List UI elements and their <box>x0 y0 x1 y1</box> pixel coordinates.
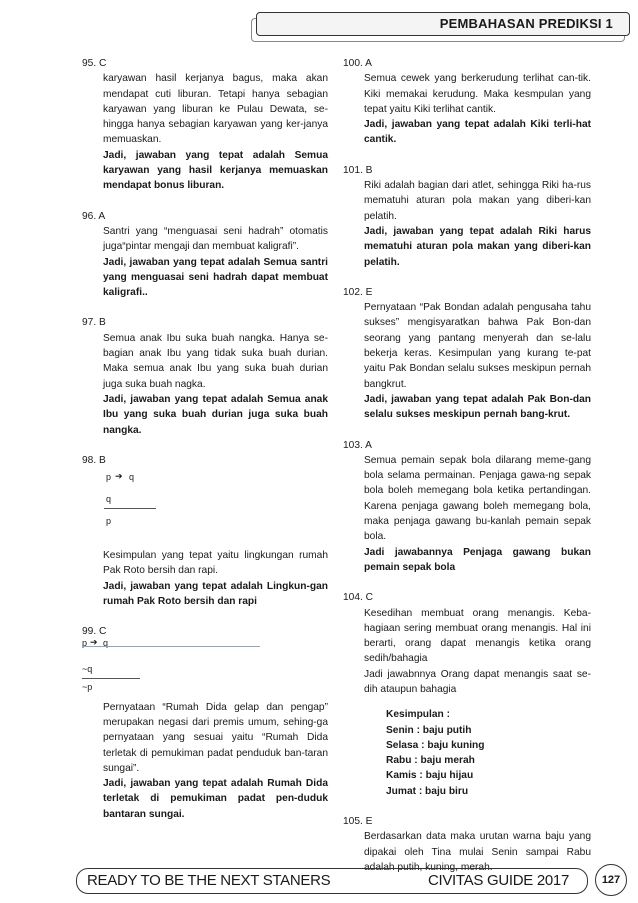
conclusion-item: Selasa : baju kuning <box>386 739 485 751</box>
question-104 <box>343 590 591 799</box>
question-97 <box>82 315 328 437</box>
conclusion-line <box>104 508 156 509</box>
premise-q: q <box>103 637 109 648</box>
answer-text: Jadi, jawaban yang tepat adalah Semua santri yang menguasai seni hadrah dapat membuat kaligrafi.. <box>103 256 328 299</box>
question-number: 97. B <box>82 317 106 329</box>
question-105 <box>343 814 591 875</box>
conclusion-line <box>82 678 140 679</box>
page-number: 127 <box>595 864 627 896</box>
syllogism-diagram <box>82 468 328 548</box>
question-number: 104. C <box>343 592 374 604</box>
question-96 <box>82 209 328 301</box>
question-number: 100. A <box>343 58 372 69</box>
question-text: Kesimpulan yang tepat yaitu lingkungan rumah Pak Roto bersih dan rapi. <box>103 550 328 577</box>
question-103 <box>343 438 591 576</box>
conclusion-item: Rabu : baju merah <box>386 755 475 767</box>
question-number: 102. E <box>343 286 373 298</box>
answer-text: Jadi, jawaban yang tepat adalah Lingkun-gan rumah Pak Roto bersih dan rapi <box>103 580 328 608</box>
question-text: Santri yang “menguasai seni hadrah” otomatis juga“pintar mengaji dan membuat kaligrafi”. <box>103 225 328 253</box>
question-text: Riki adalah bagian dari atlet, sehingga Riki ha-rus mematuhi aturan pola makan yang diberi-kan pelatih. <box>364 180 591 222</box>
premise-2: ~q <box>82 663 93 674</box>
right-column <box>343 56 591 890</box>
arrow-icon: ➔ <box>115 471 123 482</box>
question-text: Semua anak Ibu suka buah nangka. Hanya se-bagian anak Ibu yang tidak suka buah durian. Maka semua anak Ibu yang suka buah durian juga suka buah nagka. <box>103 332 328 390</box>
question-number: 96. A <box>82 210 106 222</box>
premise-2: q <box>106 494 112 505</box>
question-number: 95. C <box>82 58 107 69</box>
conclusion: ~p <box>82 681 93 692</box>
question-number: 99. C <box>82 626 107 638</box>
header-banner <box>256 12 630 36</box>
conclusion: p <box>106 516 112 527</box>
conclusion-item: Kamis : baju hijau <box>386 770 474 782</box>
conclusion-heading: Kesimpulan : <box>386 709 450 721</box>
premise-q: q <box>129 472 135 483</box>
conclusion-item: Jumat : baju biru <box>386 785 469 797</box>
answer-text: Jadi, jawaban yang tepat adalah Semua anak Ibu yang suka buah durian juga suka buah nangka. <box>103 393 328 436</box>
premise-p: p <box>106 472 112 483</box>
arrow-icon: ➔ <box>90 636 98 647</box>
question-101 <box>343 163 591 270</box>
question-text: karyawan hasil kerjanya bagus, maka akan mendapat cuti liburan. Tetapi hanya sebagian karyawan yang liburan ke Pulau Dewata, se-hingga hanya sebagian karyawan yang ker-janya memuaskan. <box>103 73 328 146</box>
header-title: PEMBAHASAN PREDIKSI 1 <box>439 16 613 31</box>
answer-text: Jadi, jawaban yang tepat adalah Semua karyawan yang hasil kerjanya memuaskan mendapat bonus liburan. <box>103 149 328 192</box>
answer-text: Jadi, jawaban yang tepat adalah Kiki terli-hat cantik. <box>364 119 591 146</box>
answer-text: Jadi, jawaban yang tepat adalah Rumah Dida terletak di pemukiman padat pen-duduk bantaran sungai. <box>103 778 328 820</box>
question-95 <box>82 56 328 194</box>
question-text: Berdasarkan data maka urutan warna baju yang dipakai oleh Tina mulai Senin sampai Rabu adalah putih, kuning, merah. <box>364 831 591 873</box>
question-number: 103. A <box>343 439 372 451</box>
answer-text: Jadi, jawaban yang tepat adalah Pak Bon-dan selalu sukses meskipun pernah bang-krut. <box>364 393 591 421</box>
premise-p: p <box>82 637 88 648</box>
question-99 <box>82 624 328 822</box>
question-102 <box>343 285 591 423</box>
question-100 <box>343 56 591 148</box>
footer-book-title: CIVITAS GUIDE 2017 <box>427 872 569 889</box>
syllogism-diagram <box>82 636 328 700</box>
question-text: Pernyataan “Rumah Dida gelap dan pengap” merupakan negasi dari premis umum, sehing-ga pernyataan yang sesuai yaitu “Rumah Dida terletak di pemukiman padat penduduk ban-taran sungai”. <box>103 701 328 774</box>
left-column <box>82 56 328 837</box>
divider-line <box>82 646 260 647</box>
question-text: Pernyataan “Pak Bondan adalah pengusaha tahu sukses” mengisyaratkan bahwa Pak Bon-dan seorang yang pantang menyerah dan se-lalu bekerja keras. Kesimpulan yang kurang te-pat yaitu Pak Bondan selalu sukses meskipun pernah bangkrut. <box>364 302 591 390</box>
question-98 <box>82 453 328 609</box>
question-number: 105. E <box>343 816 373 828</box>
answer-text: Jadi, jawaban yang tepat adalah Riki harus mematuhi aturan pola makan yang diberi-kan pelatih. <box>364 225 591 268</box>
question-text: Semua pemain sepak bola dilarang meme-gang bola selama permainan. Penjaga gawa-ng sepak bola boleh memegang bola ketika pertandingan. Karena penjaga gawang boleh memegang bola, maka penjaga gawang bu-kanlah pemain sepak bola. <box>364 454 591 543</box>
question-number: 101. B <box>343 164 373 176</box>
footer-slogan: READY TO BE THE NEXT STANERS <box>87 872 331 889</box>
question-number: 98. B <box>82 454 106 466</box>
conclusion-item: Senin : baju putih <box>386 724 472 736</box>
answer-text: Jadi jawabannya Penjaga gawang bukan pemain sepak bola <box>364 546 591 573</box>
question-text: Kesedihan membuat orang menangis. Keba-hagiaan sering membuat orang menangis. Hal ini berarti, orang dapat menangis ketika orang sedih/bahagia <box>364 607 591 665</box>
footer-banner <box>76 868 588 894</box>
answer-text: Jadi jawabnnya Orang dapat menangis saat se-dih ataupun bahagia <box>364 668 591 695</box>
question-text: Semua cewek yang berkerudung terlihat can-tik. Kiki memakai kerudung. Maka kesmpulan yang tepat yaitu Kiki terlihat cantik. <box>364 73 591 115</box>
